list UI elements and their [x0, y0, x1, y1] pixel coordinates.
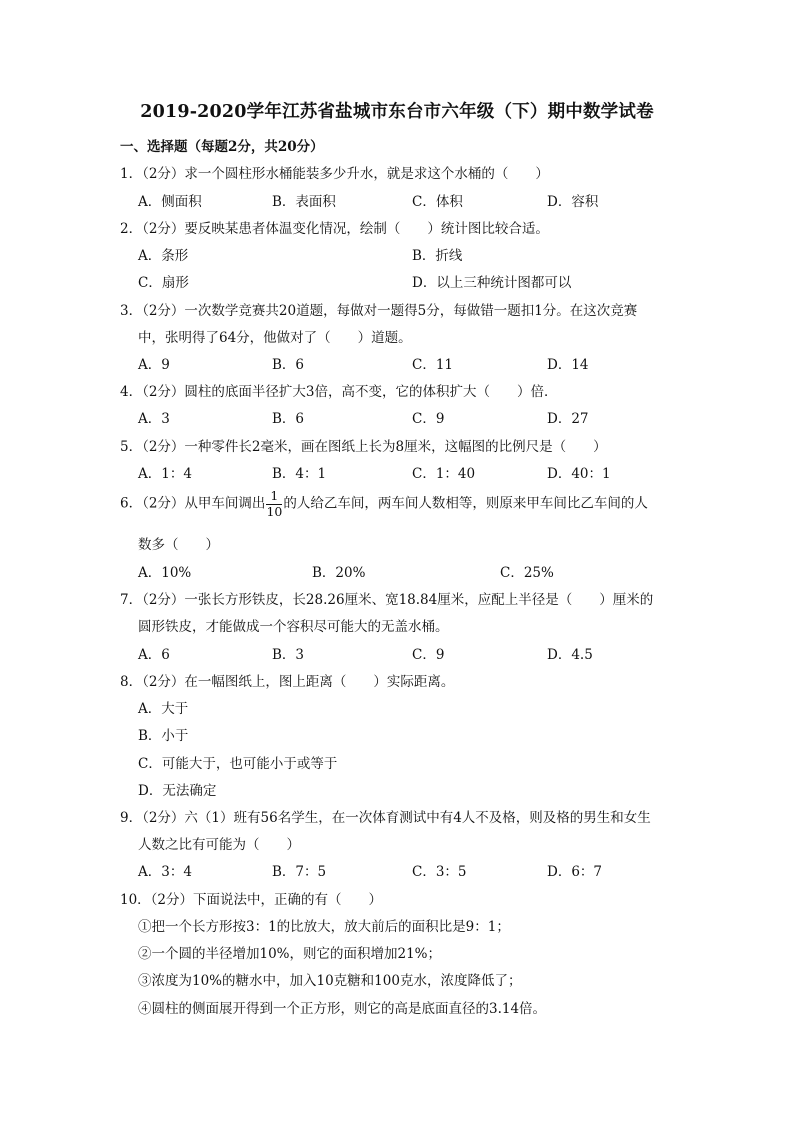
q10-statement-3: ③浓度为10%的糖水中，加入10克糖和100克水，浓度降低了；	[138, 973, 522, 989]
q9-option-c: C．3：5	[412, 864, 467, 880]
q6-stem-suffix: 的人给乙车间，两车间人数相等，则原来甲车间比乙车间的人	[283, 495, 648, 512]
q4-option-c: C．9	[412, 411, 445, 427]
q1-option-b: B．表面积	[272, 194, 336, 210]
q9-option-d: D．6：7	[547, 864, 603, 880]
question-7-stem-cont: 圆形铁皮，才能做成一个容积尽可能大的无盖水桶。	[138, 619, 449, 635]
question-2-stem: 2．（2分）要反映某患者体温变化情况，绘制（ ）统计图比较合适。	[120, 221, 549, 237]
page-title: 2019-2020学年江苏省盐城市东台市六年级（下）期中数学试卷	[140, 102, 654, 122]
q9-option-a: A．3：4	[138, 864, 192, 880]
q6-fraction-numerator: 1	[266, 490, 282, 505]
q8-option-a: A．大于	[138, 701, 189, 717]
q2-option-a: A．条形	[138, 248, 189, 264]
q5-option-c: C．1：40	[412, 466, 476, 482]
q1-option-c: C．体积	[412, 194, 463, 210]
q6-fraction-denominator: 10	[266, 503, 283, 519]
q6-option-c: C．25%	[500, 565, 554, 581]
q6-option-a: A．10%	[138, 565, 192, 581]
q3-option-c: C．11	[412, 357, 454, 373]
q7-option-c: C．9	[412, 647, 445, 663]
question-3-stem: 3．（2分）一次数学竞赛共20道题，每做对一题得5分，每做错一题扣1分。在这次竞赛	[120, 303, 638, 319]
q4-option-a: A．3	[138, 411, 170, 427]
question-4-stem: 4．（2分）圆柱的底面半径扩大3倍，高不变，它的体积扩大（ ）倍．	[120, 384, 558, 400]
question-6-stem-cont: 数多（ ）	[138, 537, 219, 553]
q4-option-b: B．6	[272, 411, 305, 427]
question-3-stem-cont: 中，张明得了64分，他做对了（ ）道题。	[138, 330, 412, 346]
question-6-stem	[120, 490, 648, 518]
q7-option-d: D．4.5	[547, 647, 593, 663]
q2-option-c: C．扇形	[138, 275, 189, 291]
q7-option-a: A．6	[138, 647, 170, 663]
question-9-stem: 9．（2分）六（1）班有56名学生，在一次体育测试中有4人不及格，则及格的男生和女生	[120, 810, 651, 826]
q3-option-a: A．9	[138, 357, 170, 373]
question-5-stem: 5．（2分）一种零件长2毫米，画在图纸上长为8厘米，这幅图的比例尺是（ ）	[120, 439, 607, 455]
q5-option-a: A．1：4	[138, 466, 192, 482]
q2-option-b: B．折线	[412, 248, 463, 264]
q9-option-b: B．7：5	[272, 864, 327, 880]
q3-option-b: B．6	[272, 357, 305, 373]
question-9-stem-cont: 人数之比有可能为（ ）	[138, 837, 300, 853]
q2-option-d: D．以上三种统计图都可以	[412, 275, 572, 291]
question-7-stem: 7．（2分）一张长方形铁皮，长28.26厘米、宽18.84厘米，应配上半径是（ ）厘米的	[120, 592, 654, 608]
question-8-stem: 8．（2分）在一幅图纸上，图上距离（ ）实际距离。	[120, 674, 455, 690]
question-10-stem: 10．（2分）下面说法中，正确的有（ ）	[120, 892, 383, 908]
q7-option-b: B．3	[272, 647, 305, 663]
question-1-stem: 1．（2分）求一个圆柱形水桶能装多少升水，就是求这个水桶的（ ）	[120, 166, 549, 182]
q10-statement-1: ①把一个长方形按3：1的比放大，放大前后的面积比是9：1；	[138, 919, 510, 935]
q5-option-d: D．40：1	[547, 466, 611, 482]
q10-statement-2: ②一个圆的半径增加10%，则它的面积增加21%；	[138, 946, 442, 962]
q1-option-d: D．容积	[547, 194, 599, 210]
q6-option-b: B．20%	[312, 565, 366, 581]
q4-option-d: D．27	[547, 411, 589, 427]
q8-option-c: C．可能大于，也可能小于或等于	[138, 756, 338, 772]
q1-option-a: A．侧面积	[138, 194, 202, 210]
q3-option-d: D．14	[547, 357, 589, 373]
q8-option-b: B．小于	[138, 728, 189, 744]
section-heading: 一、选择题（每题2分，共20分）	[120, 139, 324, 155]
q6-fraction	[266, 490, 282, 518]
q6-stem-prefix: 6．（2分）从甲车间调出	[120, 495, 266, 512]
q5-option-b: B．4：1	[272, 466, 327, 482]
q10-statement-4: ④圆柱的侧面展开得到一个正方形，则它的高是底面直径的3.14倍。	[138, 1001, 547, 1017]
q8-option-d: D．无法确定	[138, 783, 217, 799]
